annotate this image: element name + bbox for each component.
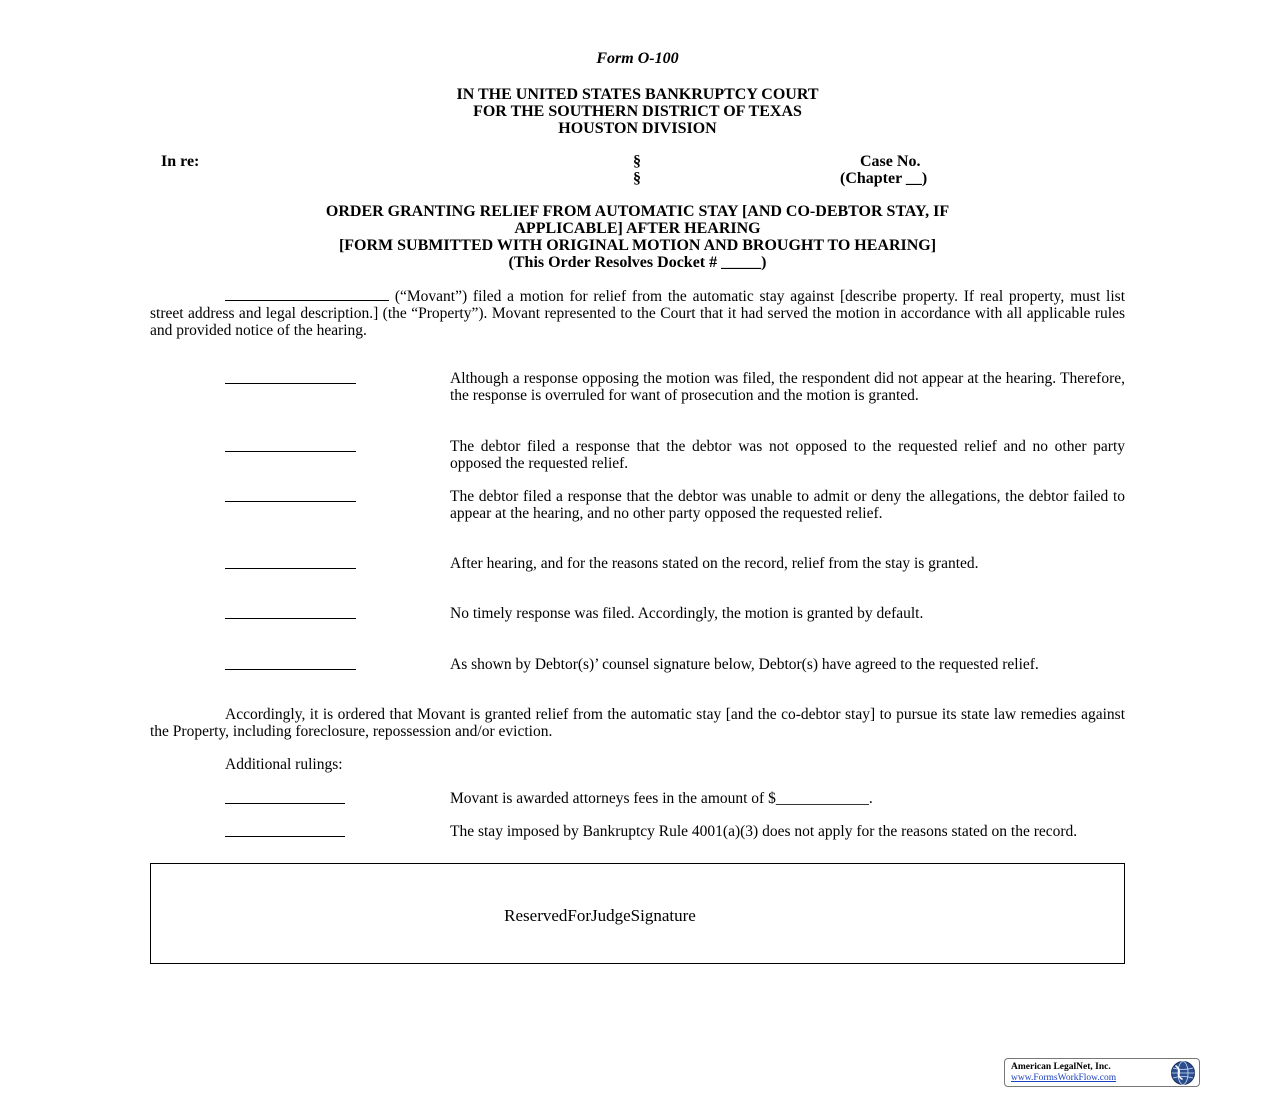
ruling-text: Movant is awarded attorneys fees in the amount of $____________. xyxy=(450,790,873,807)
court-division-line: HOUSTON DIVISION xyxy=(558,120,717,137)
option-checkbox-blank[interactable] xyxy=(225,488,356,502)
section-symbol: § xyxy=(633,153,641,170)
vendor-url-link[interactable]: www.FormsWorkFlow.com xyxy=(1011,1073,1117,1083)
option-checkbox-blank[interactable] xyxy=(225,656,356,670)
option-checkbox-blank[interactable] xyxy=(225,370,356,384)
intro-paragraph xyxy=(150,287,1125,339)
order-title xyxy=(150,203,1125,271)
section-symbol: § xyxy=(633,170,641,187)
ruling-checkbox-blank[interactable] xyxy=(225,790,345,804)
accordingly-paragraph-text: Accordingly, it is ordered that Movant is granted relief from the automatic stay [and the co-debtor stay] to pursue its state law remedies against the Property, including foreclosure, repossession and/or eviction. xyxy=(150,706,1125,740)
ruling-text: The stay imposed by Bankruptcy Rule 4001(a)(3) does not apply for the reasons stated on the record. xyxy=(450,823,1078,840)
ruling-checkbox-blank[interactable] xyxy=(225,823,345,837)
order-title-line: APPLICABLE] AFTER HEARING xyxy=(514,220,761,237)
vendor-name: American LegalNet, Inc. xyxy=(1011,1062,1111,1072)
in-re-label: In re: xyxy=(161,153,200,170)
option-text: No timely response was filed. Accordingly, the motion is granted by default. xyxy=(450,605,924,622)
judge-signature-placeholder: ReservedForJudgeSignature xyxy=(504,906,696,925)
option-text: The debtor filed a response that the debtor was not opposed to the requested relief and no other party opposed the requested relief. xyxy=(450,438,1125,472)
additional-rulings-label: Additional rulings: xyxy=(225,756,343,773)
chapter-label: (Chapter __) xyxy=(840,170,928,187)
option-text: After hearing, and for the reasons stated on the record, relief from the stay is granted. xyxy=(450,555,979,572)
form-number: Form O-100 xyxy=(596,50,679,67)
intro-paragraph-text: (“Movant”) filed a motion for relief from the automatic stay against [describe property. If real property, must list street address and legal description.] (the “Property”). Movant represented to the Court that it had served the motion in accordance with all applicable rules and provided notice of the hearing. xyxy=(150,288,1126,339)
option-checkbox-blank[interactable] xyxy=(225,438,356,452)
order-title-line: ORDER GRANTING RELIEF FROM AUTOMATIC STAY [AND CO-DEBTOR STAY, IF xyxy=(325,203,950,220)
vendor-badge[interactable] xyxy=(1004,1058,1200,1087)
court-district-line: FOR THE SOUTHERN DISTRICT OF TEXAS xyxy=(473,103,802,120)
order-title-docket: (This Order Resolves Docket # _____) xyxy=(508,254,767,271)
option-checkbox-blank[interactable] xyxy=(225,605,356,619)
case-number-label: Case No. xyxy=(860,153,921,170)
option-text: The debtor filed a response that the debtor was unable to admit or deny the allegations, the debtor failed to appear at the hearing, and no other party opposed the requested relief. xyxy=(450,488,1125,522)
order-title-line: [FORM SUBMITTED WITH ORIGINAL MOTION AND BROUGHT TO HEARING] xyxy=(338,237,937,254)
movant-name-blank[interactable] xyxy=(225,287,389,301)
option-checkbox-blank[interactable] xyxy=(225,555,356,569)
globe-icon xyxy=(1170,1060,1196,1086)
accordingly-paragraph xyxy=(150,706,1125,740)
court-heading xyxy=(0,86,1275,137)
court-name-line: IN THE UNITED STATES BANKRUPTCY COURT xyxy=(456,86,819,103)
option-text: Although a response opposing the motion was filed, the respondent did not appear at the hearing. Therefore, the response is overruled for want of prosecution and the motion is granted. xyxy=(450,370,1125,404)
option-text: As shown by Debtor(s)’ counsel signature below, Debtor(s) have agreed to the requested relief. xyxy=(450,656,1039,673)
